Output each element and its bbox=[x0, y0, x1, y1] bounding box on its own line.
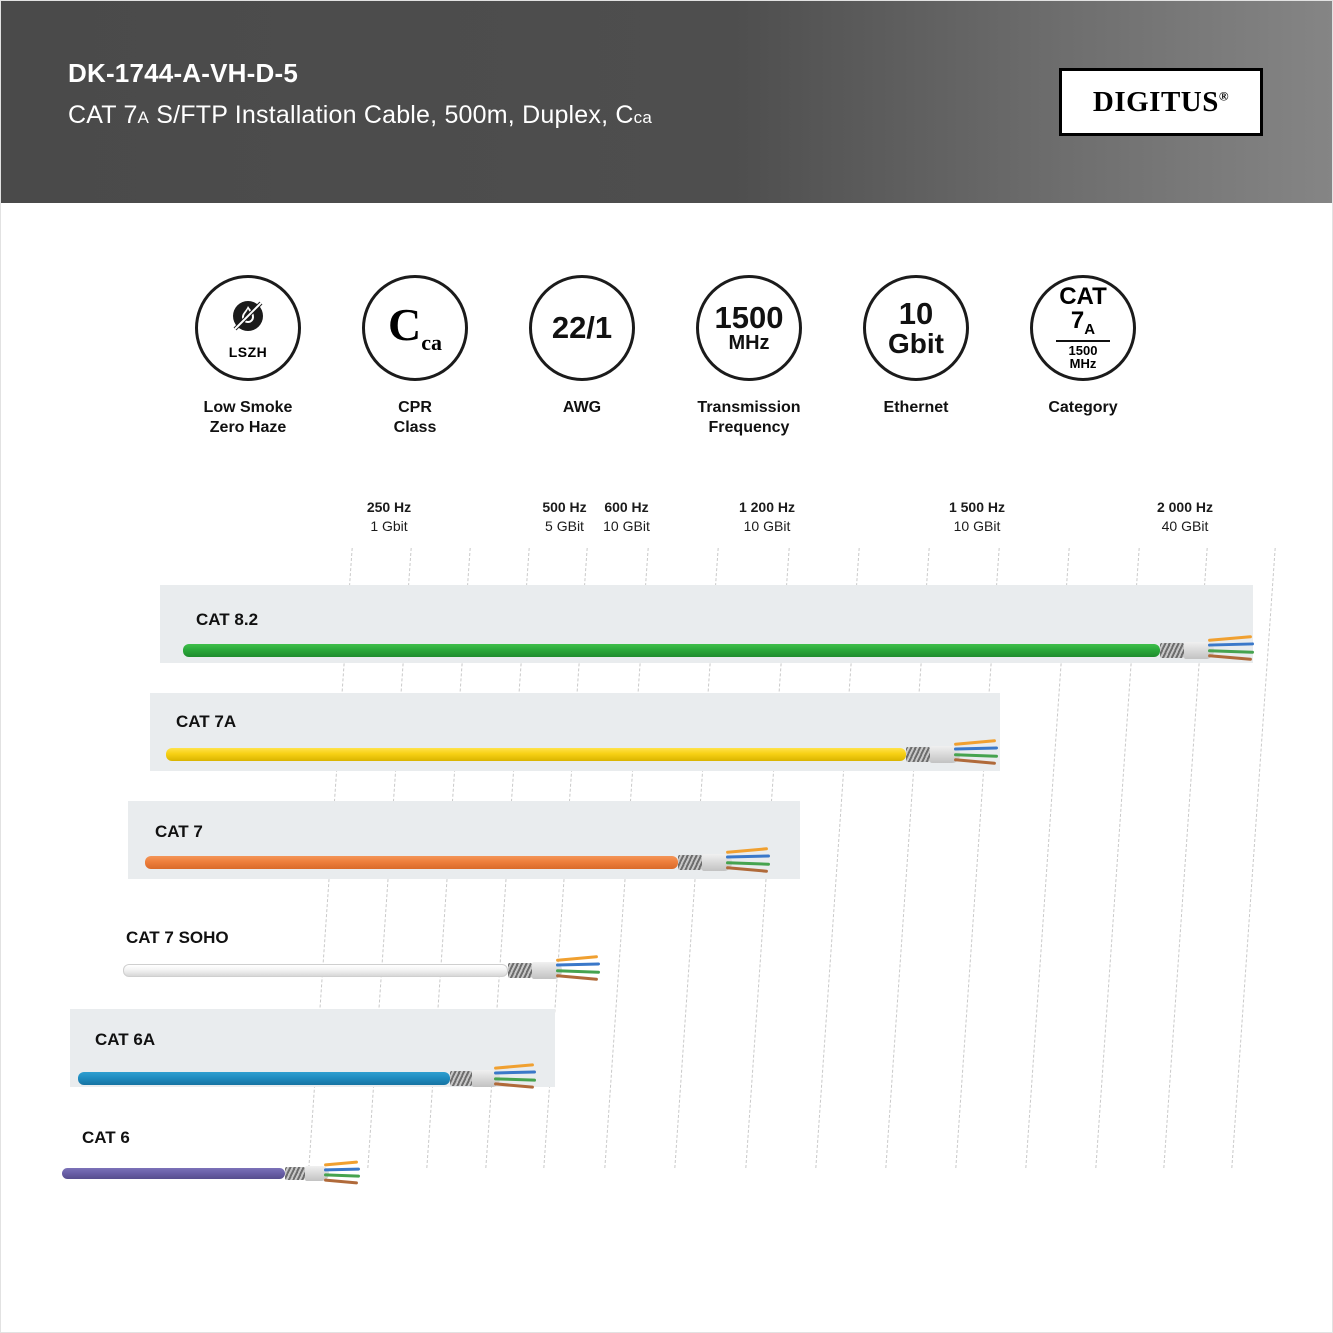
frequency-value: 1500 bbox=[714, 299, 784, 335]
axis-tick-frequency: 1 200 Hz bbox=[738, 499, 796, 515]
cable-braid-shield bbox=[678, 855, 702, 870]
cable-label: CAT 6A bbox=[95, 1030, 156, 1049]
category-line-1: CAT bbox=[1059, 282, 1107, 310]
awg-icon bbox=[529, 275, 635, 381]
cable-label: CAT 6 bbox=[82, 1128, 130, 1147]
cable-label: CAT 7A bbox=[176, 712, 237, 731]
cable-bar bbox=[62, 1168, 285, 1179]
axis-tick-frequency: 500 Hz bbox=[542, 499, 587, 515]
cable-label: CAT 7 bbox=[155, 822, 203, 841]
feature-low-smoke-zero-haze bbox=[153, 275, 343, 439]
cable-braid-shield bbox=[906, 747, 930, 762]
feature-category bbox=[988, 275, 1178, 418]
feature-cpr-class bbox=[320, 275, 510, 439]
cable-bar bbox=[183, 644, 1160, 657]
category-line-4: MHz bbox=[1069, 356, 1097, 372]
axis-tick-speed: 10 GBit bbox=[603, 517, 650, 534]
cable-label: CAT 7 SOHO bbox=[126, 928, 229, 947]
axis-tick-speed: 10 GBit bbox=[743, 517, 791, 534]
feature-caption-ethernet bbox=[821, 398, 1011, 418]
flame-no-smoke-icon bbox=[195, 275, 301, 381]
axis-tick-frequency: 250 Hz bbox=[366, 499, 412, 515]
feature-transmission-frequency bbox=[654, 275, 844, 439]
cable-braid-shield bbox=[285, 1167, 305, 1180]
category-line-3: 1500 bbox=[1068, 342, 1098, 358]
cable-bar bbox=[145, 856, 678, 869]
ethernet-value: 10 bbox=[898, 295, 934, 331]
logo-text: DIGITUS bbox=[1092, 85, 1219, 118]
caption-line-2: Class bbox=[393, 419, 437, 437]
lszh-label: LSZH bbox=[228, 344, 268, 360]
cpr-class-icon bbox=[362, 275, 468, 381]
category-divider bbox=[1056, 340, 1110, 342]
axis-tick-frequency: 2 000 Hz bbox=[1156, 499, 1214, 515]
axis-tick-frequency: 600 Hz bbox=[604, 499, 649, 515]
description-rest: S/FTP Installation Cable, 500 bbox=[149, 101, 487, 129]
axis-tick-speed: 40 GBit bbox=[1161, 517, 1209, 534]
no-flame-symbol bbox=[225, 296, 271, 342]
cable-label: CAT 8.2 bbox=[196, 610, 259, 629]
cable-braid-shield bbox=[1160, 643, 1184, 658]
cable-pair-brown bbox=[324, 1179, 358, 1185]
cable-pair-brown bbox=[556, 974, 598, 981]
ethernet-speed-icon bbox=[863, 275, 969, 381]
product-description bbox=[68, 101, 652, 130]
cable-braid-shield bbox=[508, 963, 532, 978]
ethernet-unit: Gbit bbox=[888, 327, 944, 359]
cable-comparison-chart bbox=[0, 480, 1333, 1220]
axis-tick-frequency: 1 500 Hz bbox=[948, 499, 1006, 515]
caption-line-1: Transmission bbox=[697, 399, 801, 416]
category-number: 7 bbox=[1070, 306, 1085, 334]
feature-caption-awg bbox=[487, 398, 677, 418]
axis-tick-2000hz bbox=[1125, 498, 1245, 536]
awg-value: 22/1 bbox=[551, 310, 613, 346]
frequency-unit: MHz bbox=[728, 332, 770, 355]
description-unit: m, Duplex, C bbox=[486, 101, 634, 129]
category-icon bbox=[1030, 275, 1136, 381]
digitus-logo bbox=[1059, 68, 1263, 136]
cable-bar bbox=[166, 748, 906, 761]
feature-caption-lszh bbox=[153, 398, 343, 439]
cable-pair-orange bbox=[324, 1161, 358, 1167]
caption-line-2: Frequency bbox=[708, 419, 790, 437]
category-line-2 bbox=[1070, 306, 1096, 338]
cable-pair-orange bbox=[556, 955, 598, 962]
feature-caption-cpr bbox=[320, 398, 510, 439]
page-header bbox=[0, 0, 1333, 203]
cable-bar bbox=[78, 1072, 450, 1085]
feature-ethernet bbox=[821, 275, 1011, 418]
logo-text-wrap bbox=[1093, 86, 1229, 119]
feature-icon-row bbox=[0, 255, 1333, 455]
axis-tick-speed: 1 Gbit bbox=[370, 517, 408, 534]
product-code: DK-1744-A-VH-D-5 bbox=[68, 58, 299, 88]
cpr-value-letter: C bbox=[388, 298, 422, 350]
feature-caption-frequency bbox=[654, 398, 844, 439]
axis-tick-250hz bbox=[329, 498, 449, 536]
category-number-sub: A bbox=[1084, 320, 1096, 338]
description-sub: A bbox=[137, 108, 150, 127]
axis-tick-speed: 10 GBit bbox=[953, 517, 1001, 534]
frequency-icon bbox=[696, 275, 802, 381]
caption-line-1: AWG bbox=[562, 399, 602, 416]
caption-line-1: Category bbox=[1048, 399, 1118, 416]
cable-pair-green bbox=[556, 969, 600, 974]
feature-awg bbox=[487, 275, 677, 418]
cpr-value-subscript: ca bbox=[421, 330, 442, 356]
cpr-value bbox=[388, 298, 442, 356]
axis-tick-1200hz bbox=[707, 498, 827, 536]
caption-line-1: Ethernet bbox=[883, 399, 949, 416]
description-cca: ca bbox=[633, 108, 653, 127]
axis-tick-speed: 5 GBit bbox=[545, 517, 584, 534]
lszh-icon-inner bbox=[225, 296, 271, 360]
axis-tick-1500hz bbox=[917, 498, 1037, 536]
description-main: CAT 7 bbox=[68, 101, 138, 129]
feature-caption-category bbox=[988, 398, 1178, 418]
caption-line-2: Zero Haze bbox=[209, 419, 287, 437]
logo-registered-mark: ® bbox=[1218, 87, 1230, 103]
cable-pair-green bbox=[324, 1173, 360, 1177]
axis-tick-600hz bbox=[570, 498, 683, 536]
caption-line-1: Low Smoke bbox=[203, 399, 293, 416]
cable-bar bbox=[123, 964, 508, 977]
cable-pair-blue bbox=[556, 962, 600, 966]
caption-line-1: CPR bbox=[398, 399, 432, 416]
cable-pair-blue bbox=[324, 1168, 360, 1172]
cable-braid-shield bbox=[450, 1071, 472, 1086]
